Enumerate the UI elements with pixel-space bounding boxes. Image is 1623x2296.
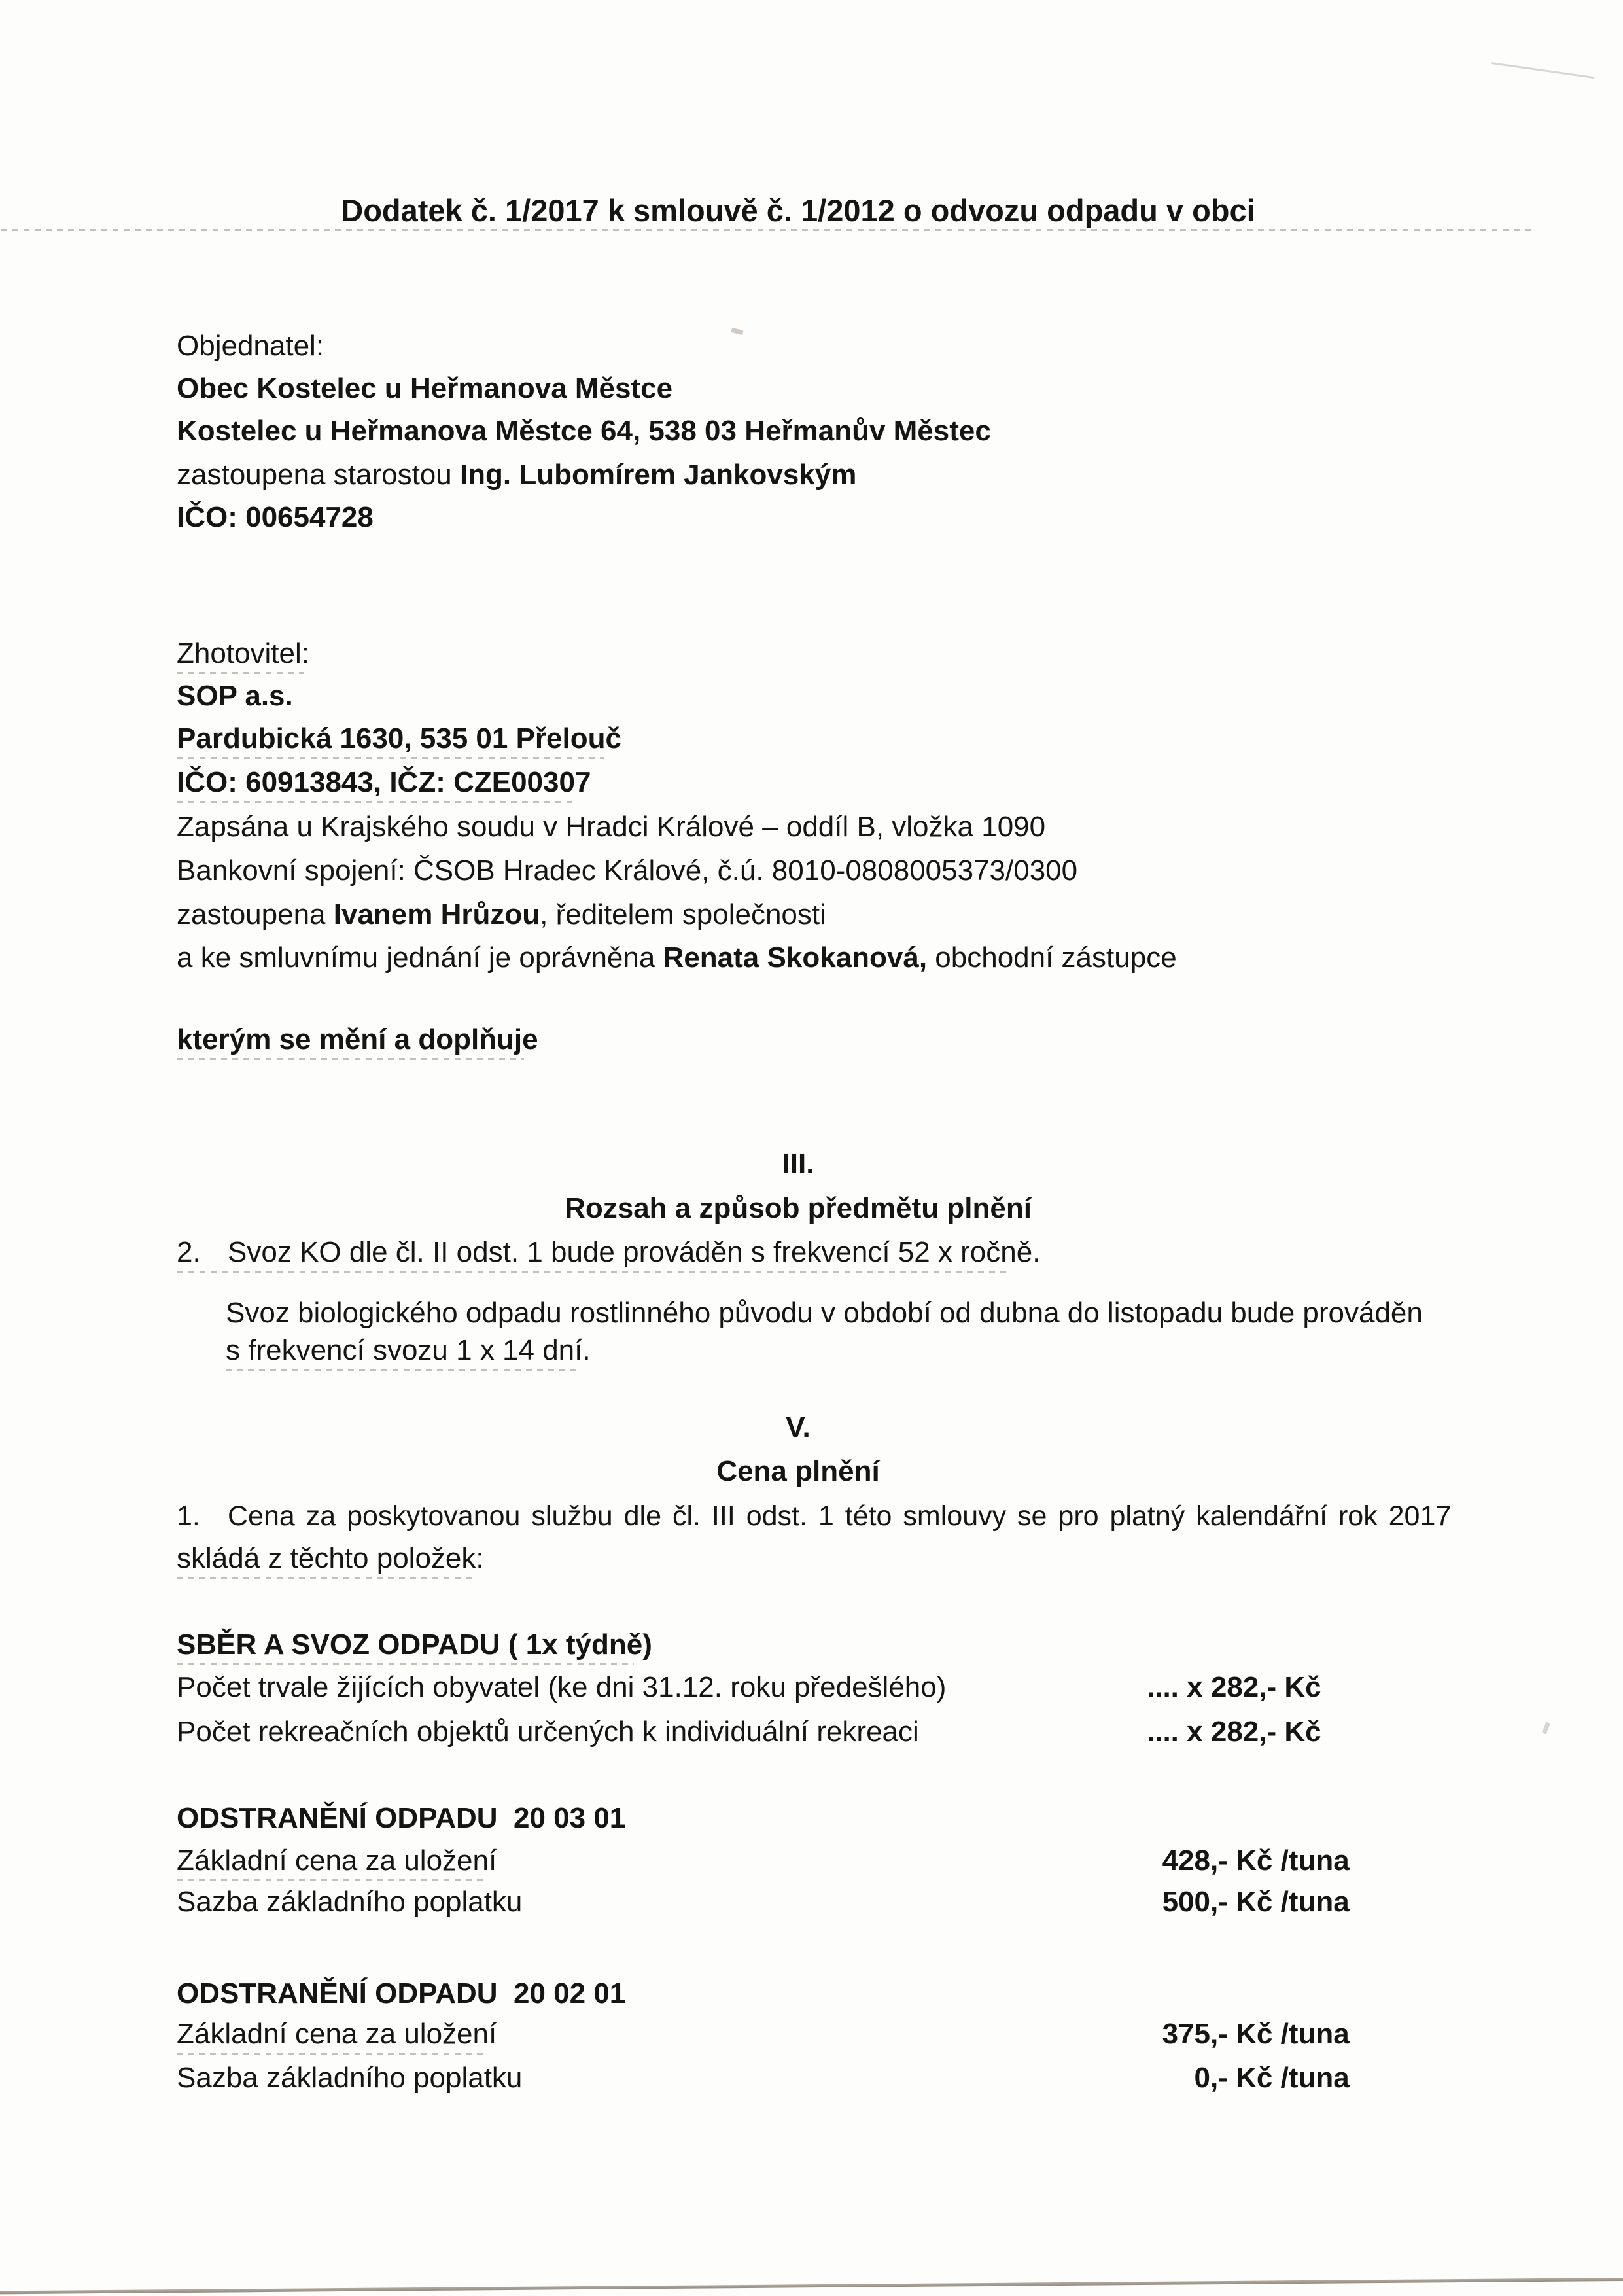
disposal-row-unit: ,- Kč /tuna xyxy=(1210,1845,1350,1877)
disposal-row-value xyxy=(1112,1844,1350,1878)
objednatel-represented-by xyxy=(177,458,856,492)
disposal-row-unit: ,- Kč /tuna xyxy=(1210,2062,1350,2094)
collection-row-label: Počet rekreačních objektů určených k individuální rekreaci xyxy=(177,1716,919,1748)
disposal-200301-heading: ODSTRANĚNÍ ODPADU 20 03 01 xyxy=(177,1802,626,1834)
paper-edge-line xyxy=(0,2277,1623,2295)
zhotovitel-ids: IČO: 60913843, IČZ: CZE00307 xyxy=(177,766,591,803)
objednatel-name: Obec Kostelec u Heřmanova Městce xyxy=(177,372,673,404)
section-v-item-text: Cena za poskytovanou službu dle čl. III odst. 1 této smlouvy se pro platný kalendářní rok 2017 xyxy=(228,1500,1452,1532)
collection-row-value: .... x 282,- Kč xyxy=(1147,1671,1321,1703)
disposal-row-value xyxy=(1112,1885,1350,1919)
zhotovitel-bank: Bankovní spojení: ČSOB Hradec Králové, č.ú. 8010-0808005373/0300 xyxy=(177,855,1078,887)
section-v-item-line1 xyxy=(177,1499,1451,1533)
collection-row-label: Počet trvale žijících obyvatel (ke dni 31.12. roku předešlého) xyxy=(177,1671,947,1703)
section-iii-item xyxy=(177,1235,1040,1273)
disposal-row-label: Sazba základního poplatku xyxy=(177,2062,523,2094)
objednatel-address: Kostelec u Heřmanova Městce 64, 538 03 Heřmanův Městec xyxy=(177,415,991,447)
section-iii-item-text: Svoz KO dle čl. II odst. 1 bude prováděn s frekvencí 52 x ročně. xyxy=(228,1236,1041,1268)
zhotovitel-agent-prefix: a ke smluvnímu jednání je oprávněna xyxy=(177,942,663,974)
disposal-row-amount: 500 xyxy=(1162,1886,1210,1918)
disposal-row-value xyxy=(1112,2061,1350,2095)
zhotovitel-agent-name: Renata Skokanová, xyxy=(663,942,928,974)
section-iii-paragraph-line1: Svoz biologického odpadu rostlinného původu v období od dubna do listopadu bude prováděn xyxy=(226,1297,1423,1329)
disposal-row-unit: ,- Kč /tuna xyxy=(1210,1886,1350,1918)
zhotovitel-agent xyxy=(177,941,1177,975)
zhotovitel-label: Zhotovitel: xyxy=(177,637,309,674)
disposal-row-unit: ,- Kč /tuna xyxy=(1210,2018,1350,2050)
section-v-item-number: 1. xyxy=(177,1500,200,1532)
scan-artifact xyxy=(731,328,743,335)
objednatel-ico: IČO: 00654728 xyxy=(177,501,374,533)
zhotovitel-address: Pardubická 1630, 535 01 Přelouč xyxy=(177,722,621,759)
zhotovitel-represented-suffix: , ředitelem společnosti xyxy=(540,898,826,930)
zhotovitel-agent-suffix: obchodní zástupce xyxy=(927,942,1177,974)
disposal-row-label: Sazba základního poplatku xyxy=(177,1886,523,1918)
disposal-row-label: Základní cena za uložení xyxy=(177,1844,497,1881)
objednatel-representative-name: Ing. Lubomírem Jankovským xyxy=(459,459,857,491)
disposal-row-amount: 428 xyxy=(1162,1845,1210,1877)
zhotovitel-represented-by xyxy=(177,898,826,932)
section-iii-item-number: 2. xyxy=(177,1236,201,1268)
disposal-row-amount: 375 xyxy=(1162,2018,1210,2050)
disposal-row-value xyxy=(1112,2017,1350,2051)
scan-artifact xyxy=(1491,62,1595,79)
scan-artifact xyxy=(1542,1722,1550,1734)
zhotovitel-representative-name: Ivanem Hrůzou xyxy=(333,898,540,930)
collection-heading: SBĚR A SVOZ ODPADU ( 1x týdně) xyxy=(177,1628,652,1665)
section-iii-title: Rozsah a způsob předmětu plnění xyxy=(565,1192,1032,1224)
zhotovitel-represented-prefix: zastoupena xyxy=(177,898,334,930)
zhotovitel-name: SOP a.s. xyxy=(177,680,293,712)
section-iii-number: III. xyxy=(782,1148,814,1180)
section-v-number: V. xyxy=(786,1411,811,1443)
objednatel-represented-prefix: zastoupena starostou xyxy=(177,459,460,491)
section-iii-paragraph-line2: s frekvencí svozu 1 x 14 dní. xyxy=(226,1333,591,1371)
disposal-200201-heading: ODSTRANĚNÍ ODPADU 20 02 01 xyxy=(177,1977,626,2009)
collection-row-value: .... x 282,- Kč xyxy=(1147,1716,1321,1748)
disposal-row-amount: 0 xyxy=(1194,2062,1210,2094)
objednatel-label: Objednatel: xyxy=(177,330,324,362)
zhotovitel-registration: Zapsána u Krajského soudu v Hradci Králové – oddíl B, vložka 1090 xyxy=(177,811,1046,843)
section-v-item-line2: skládá z těchto položek: xyxy=(177,1542,484,1579)
document-title: Dodatek č. 1/2017 k smlouvě č. 1/2012 o odvozu odpadu v obci xyxy=(0,194,1596,231)
section-v-title: Cena plnění xyxy=(716,1455,880,1487)
disposal-row-label: Základní cena za uložení xyxy=(177,2017,497,2055)
amendment-clause: kterým se mění a doplňuje xyxy=(177,1023,538,1060)
